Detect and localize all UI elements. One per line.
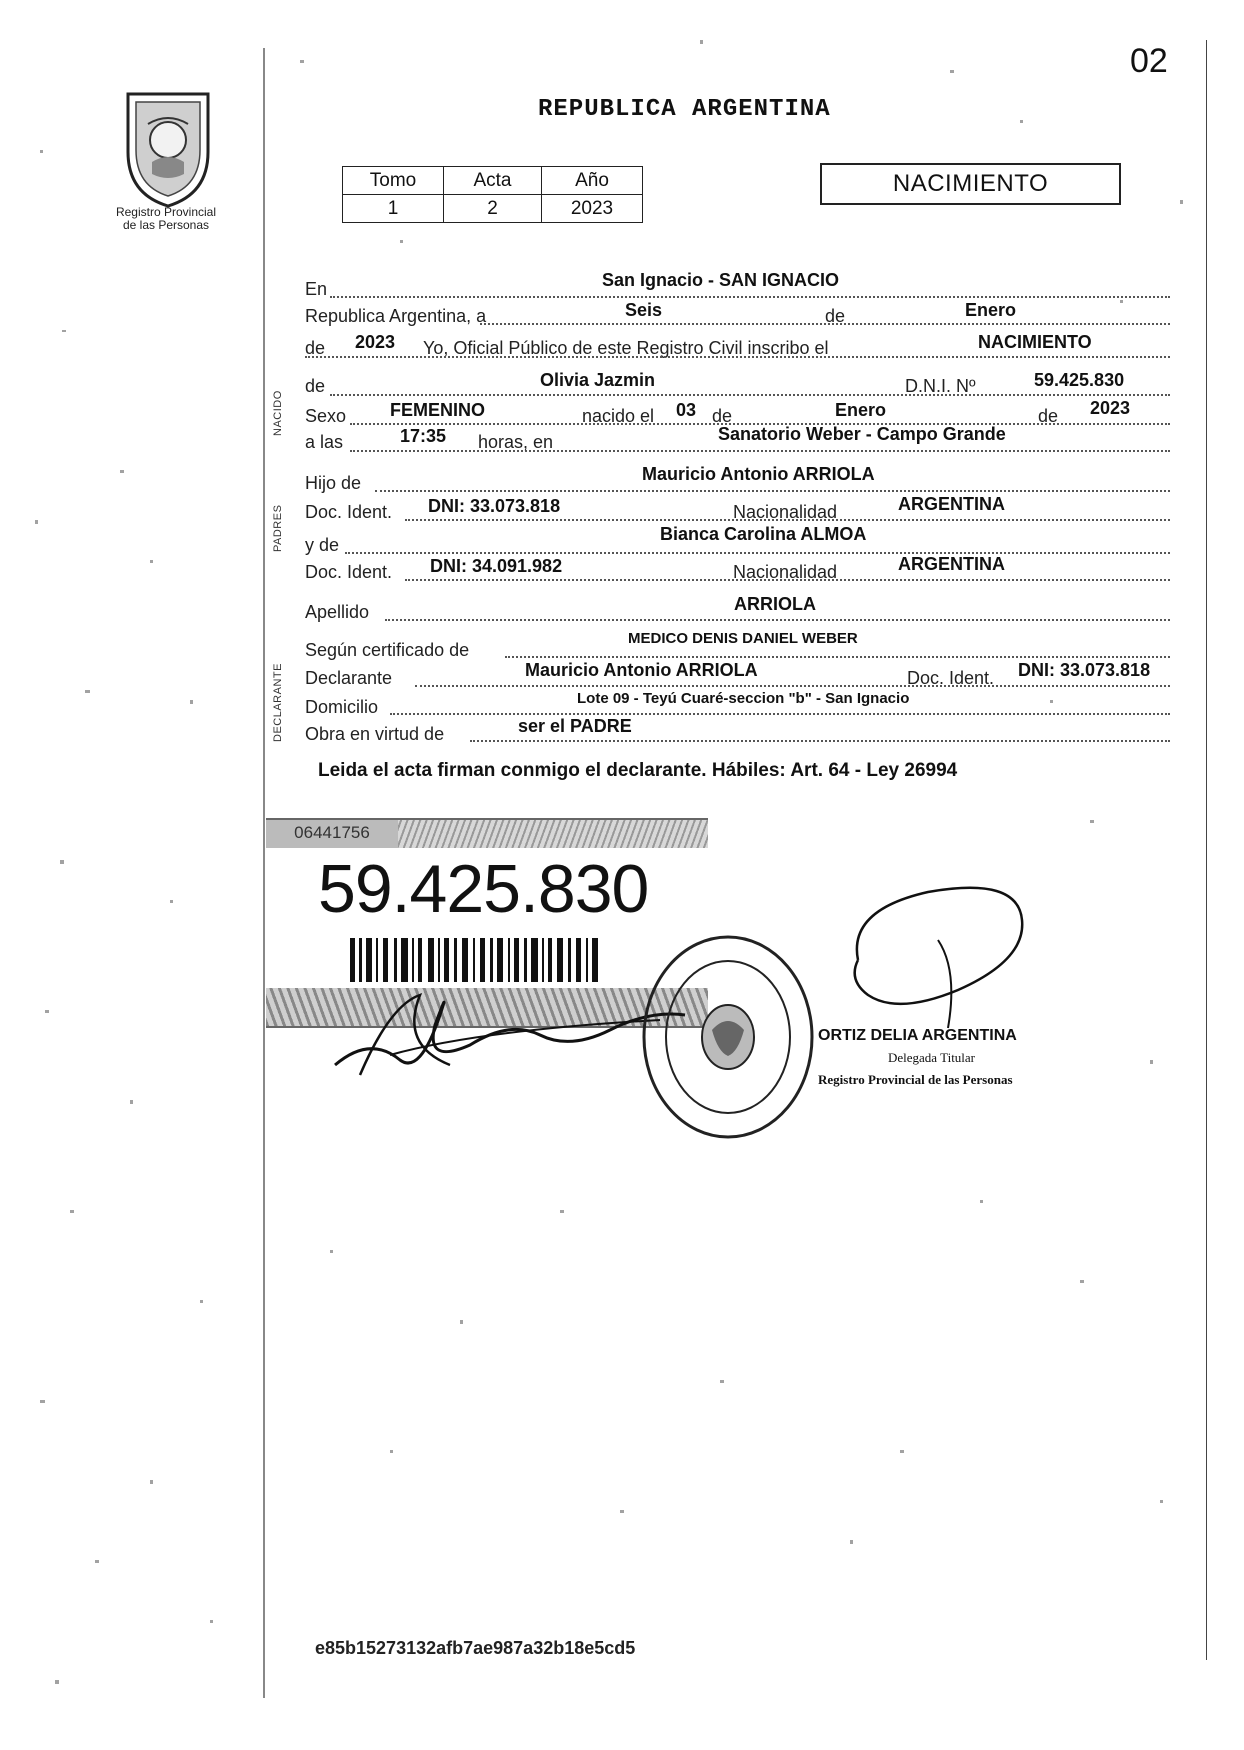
- dotted-line: [305, 356, 1170, 358]
- value-father-nationality: ARGENTINA: [898, 494, 1005, 514]
- dotted-line: [470, 740, 1170, 742]
- label-apellido: Apellido: [305, 602, 370, 622]
- value-birth-month: Enero: [835, 400, 887, 420]
- label-en: En: [305, 279, 328, 299]
- sticker-code: 06441756: [266, 818, 398, 848]
- label-republica: Republica Argentina, a: [305, 306, 487, 326]
- value-month: Enero: [965, 300, 1017, 320]
- crest-caption: Registro Provincial de las Personas: [115, 205, 217, 232]
- document-hash: e85b15273132afb7ae987a32b18e5cd5: [315, 1638, 636, 1658]
- value-inscribed-type: NACIMIENTO: [978, 332, 1092, 352]
- dotted-line: [415, 685, 1170, 687]
- side-label-declarante: DECLARANTE: [272, 663, 284, 742]
- value-mother-nationality: ARGENTINA: [898, 554, 1005, 574]
- value-day-word: Seis: [625, 300, 663, 320]
- header-acta: Acta: [444, 167, 542, 195]
- header-anio: Año: [542, 167, 643, 195]
- value-tomo: 1: [343, 195, 444, 223]
- label-declarante: Declarante: [305, 668, 393, 688]
- side-label-padres: PADRES: [272, 504, 284, 552]
- label-de: de: [712, 406, 733, 426]
- value-year: 2023: [355, 332, 396, 352]
- act-type-box: NACIMIENTO: [820, 163, 1121, 205]
- value-place: San Ignacio - SAN IGNACIO: [602, 270, 840, 290]
- label-de: de: [825, 306, 846, 326]
- label-doc-ident: Doc. Ident.: [907, 668, 995, 688]
- table-header-row: [343, 167, 643, 195]
- official-seal: [640, 932, 816, 1142]
- value-capacity: ser el PADRE: [518, 716, 632, 736]
- label-de: de: [305, 338, 326, 358]
- label-obra-en-virtud: Obra en virtud de: [305, 724, 445, 744]
- value-time: 17:35: [400, 426, 447, 446]
- label-dni: D.N.I. Nº: [905, 376, 976, 396]
- table-value-row: [343, 195, 643, 223]
- label-de: de: [305, 376, 326, 396]
- province-crest-logo: [118, 82, 218, 210]
- value-mother-name: Bianca Carolina ALMOA: [660, 524, 867, 544]
- dotted-line: [390, 713, 1170, 715]
- label-de: de: [1038, 406, 1059, 426]
- label-y-de: y de: [305, 535, 340, 555]
- label-doc-ident: Doc. Ident.: [305, 562, 393, 582]
- page-left-rule: [263, 48, 265, 1698]
- dotted-line: [505, 656, 1170, 658]
- page-number: 02: [1130, 42, 1168, 80]
- label-sexo: Sexo: [305, 406, 347, 426]
- value-father-dni: DNI: 33.073.818: [428, 496, 561, 516]
- oficial-text: Yo, Oficial Público de este Registro Civil inscribo el: [423, 338, 829, 358]
- value-declarant-dni: DNI: 33.073.818: [1018, 660, 1151, 680]
- official-stamp-text: [818, 1025, 1017, 1091]
- label-segun-certificado: Según certificado de: [305, 640, 470, 660]
- official-name: ORTIZ DELIA ARGENTINA: [818, 1027, 1017, 1044]
- value-sex: FEMENINO: [390, 400, 486, 420]
- value-child-dni: 59.425.830: [1034, 370, 1125, 390]
- value-child-name: Olivia Jazmin: [540, 370, 656, 390]
- dotted-line: [350, 450, 1170, 452]
- tomo-acta-anio-table: [342, 166, 643, 223]
- dotted-line: [330, 296, 1170, 298]
- closing-statement: Leida el acta firman conmigo el declarante. Hábiles: Art. 64 - Ley 26994: [318, 760, 958, 781]
- dotted-line: [375, 490, 1170, 492]
- value-address: Lote 09 - Teyú Cuaré-seccion "b" - San Ignacio: [577, 690, 910, 707]
- label-doc-ident: Doc. Ident.: [305, 502, 393, 522]
- label-horas-en: horas, en: [478, 432, 554, 452]
- label-domicilio: Domicilio: [305, 697, 379, 717]
- dotted-line: [345, 552, 1170, 554]
- value-birth-day: 03: [676, 400, 697, 420]
- header-tomo: Tomo: [343, 167, 444, 195]
- label-hijo-de: Hijo de: [305, 473, 362, 493]
- value-birth-place: Sanatorio Weber - Campo Grande: [718, 424, 1006, 444]
- label-nacido-el: nacido el: [582, 406, 655, 426]
- value-declarant-name: Mauricio Antonio ARRIOLA: [525, 660, 758, 680]
- label-a-las: a las: [305, 432, 344, 452]
- sticker-dni-number: 59.425.830: [318, 851, 649, 927]
- official-office: Registro Provincial de las Personas: [818, 1072, 1013, 1087]
- value-certificate-by: MEDICO DENIS DANIEL WEBER: [628, 630, 858, 647]
- country-title: REPUBLICA ARGENTINA: [538, 96, 831, 123]
- value-anio: 2023: [542, 195, 643, 223]
- dotted-line: [330, 394, 1170, 396]
- value-father-name: Mauricio Antonio ARRIOLA: [642, 464, 875, 484]
- side-label-nacido: NACIDO: [272, 390, 284, 436]
- value-birth-year: 2023: [1090, 398, 1131, 418]
- page-right-rule: [1206, 40, 1207, 1660]
- official-signature: [838, 880, 1028, 1030]
- label-nacionalidad: Nacionalidad: [733, 562, 838, 582]
- value-mother-dni: DNI: 34.091.982: [430, 556, 563, 576]
- declarant-signature: [330, 975, 690, 1085]
- label-nacionalidad: Nacionalidad: [733, 502, 838, 522]
- value-surname: ARRIOLA: [734, 594, 816, 614]
- value-acta: 2: [444, 195, 542, 223]
- official-title: Delegada Titular: [888, 1050, 976, 1065]
- dotted-line: [385, 619, 1170, 621]
